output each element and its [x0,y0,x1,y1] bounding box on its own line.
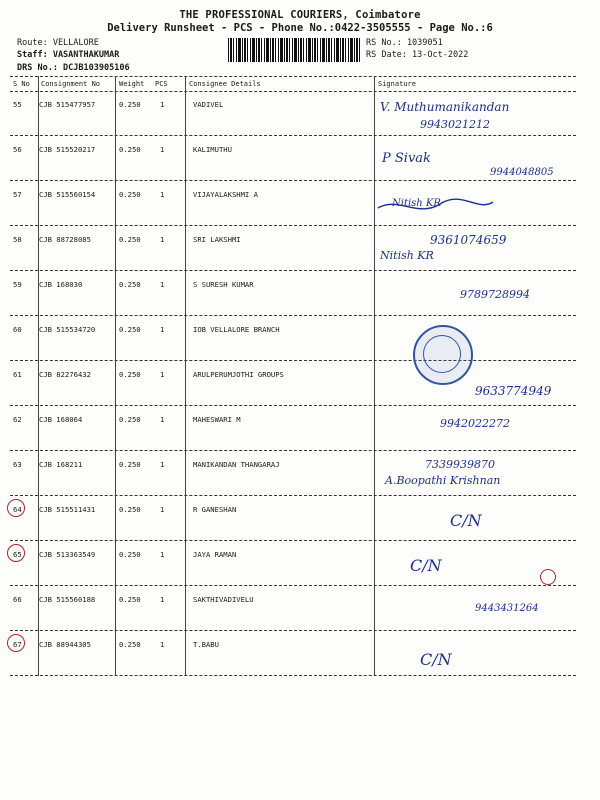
signature-phone: Nitish KR [380,249,434,262]
signature-text: 9361074659 [430,233,507,247]
row-weight: 0.250 [119,460,141,469]
row-consignee: JAYA RAMAN [193,550,237,559]
row-consignment: CJB 515560188 [39,595,96,604]
row-pcs: 1 [160,100,165,109]
header-bottom-rule [10,91,576,92]
signature-text: 9633774949 [475,384,552,398]
signature-phone: 9943021212 [420,118,490,131]
row-pcs: 1 [160,415,165,424]
row-weight: 0.250 [119,505,141,514]
row-consignment: CJB 168030 [39,280,83,289]
row-consignment: CJB 515511431 [39,505,96,514]
row-weight: 0.250 [119,415,141,424]
barcode [228,38,360,62]
row-pcs: 1 [160,145,165,154]
row-pcs: 1 [160,460,165,469]
col-sno: S No [13,80,30,88]
signature-text: 9789728994 [460,288,530,301]
row-consignee: VADIVEL [193,100,224,109]
column-divider [115,76,116,676]
signature-text: C/N [420,650,452,669]
row-sno: 55 [13,100,22,109]
row-rule [10,540,576,541]
signature-text: C/N [410,556,442,575]
red-circle-mark [7,544,25,562]
row-weight: 0.250 [119,550,141,559]
route-label: Route: VELLALORE [17,38,99,48]
red-circle-mark [7,634,25,652]
row-rule [10,315,576,316]
row-pcs: 1 [160,550,165,559]
rs-date: RS Date: 13-Oct-2022 [366,50,469,60]
row-pcs: 1 [160,595,165,604]
col-consignee: Consignee Details [189,80,261,88]
row-consignee: T.BABU [193,640,219,649]
row-consignment: CJB 88728085 [39,235,91,244]
row-consignee: ARULPERUMJOTHI GROUPS [193,370,284,379]
rs-number: RS No.: 1039051 [366,38,443,48]
signature-text: C/N [450,511,482,530]
row-pcs: 1 [160,640,165,649]
staff-label: Staff: VASANTHAKUMAR [17,50,120,60]
column-divider [374,76,375,676]
row-consignment: CJB 88944305 [39,640,91,649]
row-rule [10,135,576,136]
row-sno: 60 [13,325,22,334]
drs-number: DRS No.: DCJB103905106 [17,63,130,73]
row-weight: 0.250 [119,100,141,109]
signature-phone: A.Boopathi Krishnan [385,474,501,487]
row-consignee: KALIMUTHU [193,145,232,154]
signature-phone: 9944048805 [490,167,554,178]
row-weight: 0.250 [119,280,141,289]
signature-text: 7339939870 [425,458,495,471]
stamp-inner-ring [423,335,461,373]
row-sno: 56 [13,145,22,154]
row-consignee: R GANESHAN [193,505,237,514]
company-name: THE PROFESSIONAL COURIERS, Coimbatore [179,9,421,21]
red-circle-mark [7,499,25,517]
row-consignee: SAKTHIVADIVELU [193,595,254,604]
row-pcs: 1 [160,505,165,514]
bank-stamp-icon [413,325,473,385]
row-consignment: CJB 515560154 [39,190,96,199]
col-weight: Weight [119,80,145,88]
row-pcs: 1 [160,235,165,244]
row-rule [10,270,576,271]
row-rule [10,180,576,181]
row-weight: 0.250 [119,190,141,199]
row-sno: 66 [13,595,22,604]
row-weight: 0.250 [119,325,141,334]
row-consignee: MAHESWARI M [193,415,241,424]
row-weight: 0.250 [119,235,141,244]
row-rule [10,495,576,496]
row-sno: 64 [13,505,22,514]
row-sno: 59 [13,280,22,289]
header-top-rule [10,76,576,77]
col-pcs: PCS [155,80,168,88]
row-sno: 67 [13,640,22,649]
row-consignment: CJB 82276432 [39,370,91,379]
row-sno: 61 [13,370,22,379]
signature-text: 9443431264 [475,603,539,614]
row-pcs: 1 [160,370,165,379]
signature-text: 9942022272 [440,417,510,430]
row-consignment: CJB 168211 [39,460,83,469]
column-divider [185,76,186,676]
row-pcs: 1 [160,280,165,289]
row-pcs: 1 [160,325,165,334]
row-rule [10,675,576,676]
row-consignment: CJB 515477957 [39,100,96,109]
signature-text: Nitish KR [392,198,441,209]
row-sno: 57 [13,190,22,199]
signature-text: V. Muthumanikandan [380,100,510,114]
row-rule [10,450,576,451]
col-signature: Signature [378,80,416,88]
row-rule [10,405,576,406]
col-consignment: Consignment No [41,80,101,88]
row-consignment: CJB 515520217 [39,145,96,154]
ink-scribble-icon [368,188,508,228]
row-consignment: CJB 515534720 [39,325,96,334]
row-weight: 0.250 [119,370,141,379]
row-weight: 0.250 [119,640,141,649]
row-weight: 0.250 [119,145,141,154]
row-weight: 0.250 [119,595,141,604]
red-circle-mark [540,569,556,585]
row-sno: 58 [13,235,22,244]
runsheet-title: Delivery Runsheet - PCS - Phone No.:0422-3505555 - Page No.:6 [107,22,493,34]
row-consignee: MANIKANDAN THANGARAJ [193,460,280,469]
row-rule [10,585,576,586]
row-consignment: CJB 168064 [39,415,83,424]
row-consignment: CJB 513363549 [39,550,96,559]
signature-text: P Sivak [382,151,431,166]
row-sno: 63 [13,460,22,469]
row-sno: 62 [13,415,22,424]
row-rule [10,630,576,631]
row-sno: 65 [13,550,22,559]
row-consignee: IOB VELLALORE BRANCH [193,325,280,334]
row-consignee: VIJAYALAKSHMI A [193,190,258,199]
row-pcs: 1 [160,190,165,199]
row-consignee: SRI LAKSHMI [193,235,241,244]
row-rule [10,360,576,361]
row-consignee: S SURESH KUMAR [193,280,254,289]
